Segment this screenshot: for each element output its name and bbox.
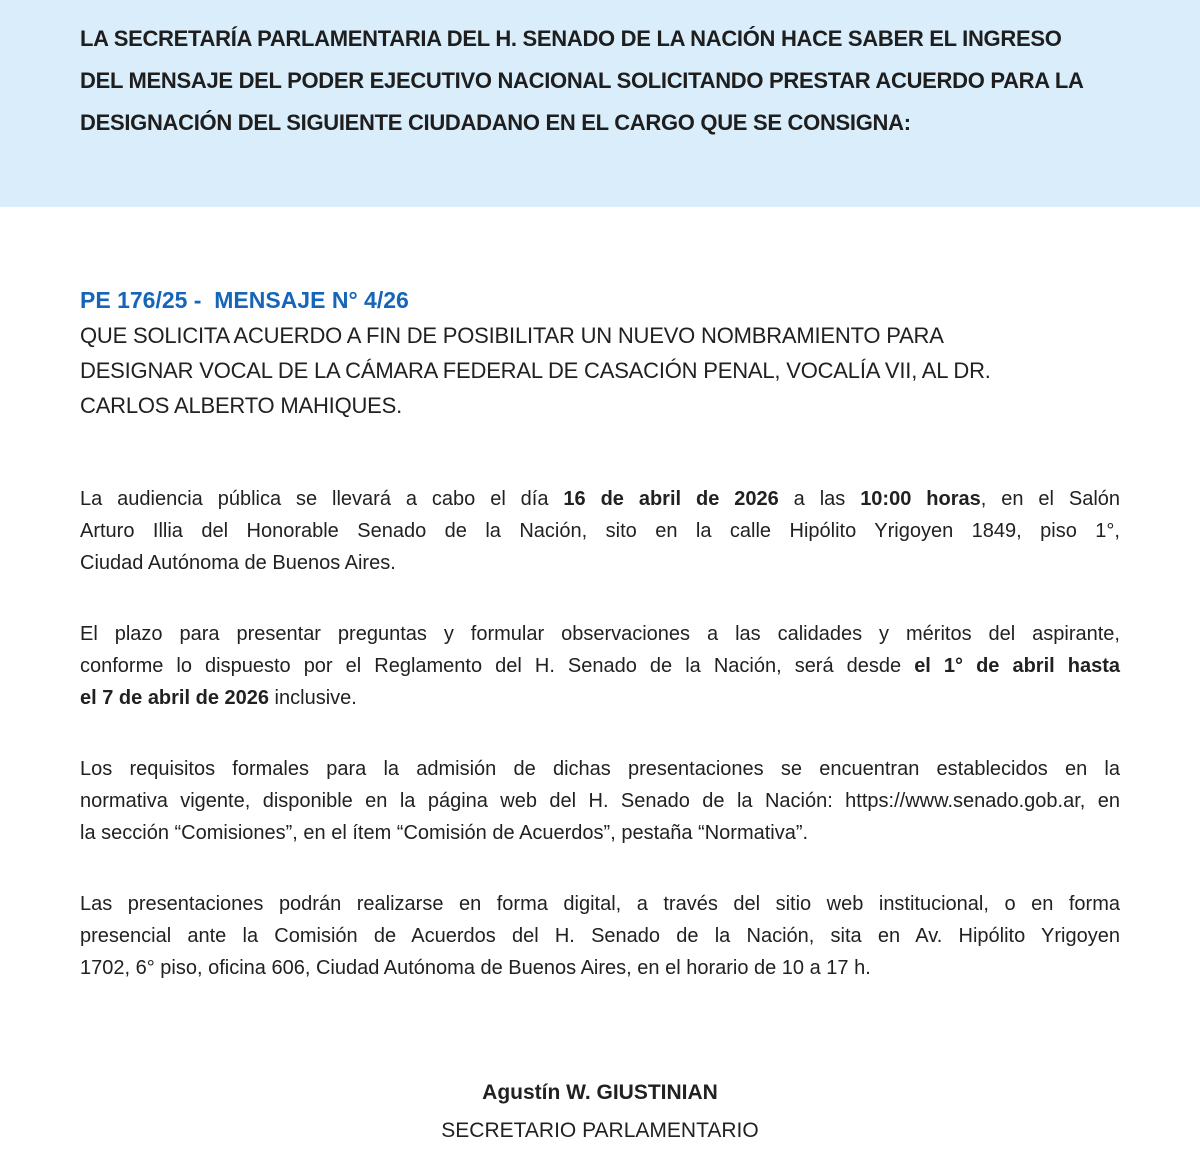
paragraph-formal-requirements xyxy=(80,753,1120,849)
text-line: Los requisitos formales para la admisión de dichas presentaciones se encuentran establecidos en la xyxy=(80,758,1120,780)
text-line: La audiencia pública se llevará a cabo el día 16 de abril de 2026 a las 10:00 horas, en el Salón xyxy=(80,488,1121,510)
text-line: CARLOS ALBERTO MAHIQUES. xyxy=(80,393,403,418)
notice-paragraphs xyxy=(80,483,1120,984)
paragraph-audience-date xyxy=(80,483,1120,579)
text-line: 1702, 6° piso, oficina 606, Ciudad Autónoma de Buenos Aires, en el horario de 10 a 17 h. xyxy=(80,957,871,979)
text-line: la sección “Comisiones”, en el ítem “Comisión de Acuerdos”, pestaña “Normativa”. xyxy=(80,822,809,844)
text-line: conforme lo dispuesto por el Reglamento del H. Senado de la Nación, será desde el 1° de abril hasta xyxy=(80,655,1120,677)
text-line: presencial ante la Comisión de Acuerdos del H. Senado de la Nación, sita en Av. Hipólito Yrigoyen xyxy=(80,925,1120,947)
text-line: Arturo Illia del Honorable Senado de la Nación, sito en la calle Hipólito Yrigoyen 1849, piso 1°, xyxy=(80,520,1120,542)
banner-text xyxy=(80,18,1120,144)
text-line: LA SECRETARÍA PARLAMENTARIA DEL H. SENADO DE LA NACIÓN HACE SABER EL INGRESO xyxy=(80,26,1062,51)
text-line: El plazo para presentar preguntas y formular observaciones a las calidades y méritos del aspirante, xyxy=(80,623,1120,645)
paragraph-submission-methods xyxy=(80,888,1120,984)
text-line: el 7 de abril de 2026 inclusive. xyxy=(80,687,357,709)
text-line: DESIGNAR VOCAL DE LA CÁMARA FEDERAL DE CASACIÓN PENAL, VOCALÍA VII, AL DR. xyxy=(80,358,991,383)
text-line: DEL MENSAJE DEL PODER EJECUTIVO NACIONAL SOLICITANDO PRESTAR ACUERDO PARA LA xyxy=(80,68,1084,93)
notice-body xyxy=(0,283,1200,1147)
text-line: DESIGNACIÓN DEL SIGUIENTE CIUDADANO EN EL CARGO QUE SE CONSIGNA: xyxy=(80,110,911,135)
signature-block xyxy=(80,1077,1120,1147)
text-line: normativa vigente, disponible en la página web del H. Senado de la Nación: https://www.senado.gob.ar, en xyxy=(80,790,1120,812)
text-line: Ciudad Autónoma de Buenos Aires. xyxy=(80,552,396,574)
paragraph-observation-period xyxy=(80,618,1120,714)
notice-banner xyxy=(0,0,1200,207)
signatory-title: SECRETARIO PARLAMENTARIO xyxy=(441,1119,759,1142)
text-line: Las presentaciones podrán realizarse en forma digital, a través del sitio web institucional, o en forma xyxy=(80,893,1120,915)
case-reference-heading: PE 176/25 - MENSAJE N° 4/26 xyxy=(80,287,409,313)
case-description xyxy=(80,318,1120,423)
text-line: QUE SOLICITA ACUERDO A FIN DE POSIBILITAR UN NUEVO NOMBRAMIENTO PARA xyxy=(80,323,944,348)
signatory-name: Agustín W. GIUSTINIAN xyxy=(482,1081,718,1104)
